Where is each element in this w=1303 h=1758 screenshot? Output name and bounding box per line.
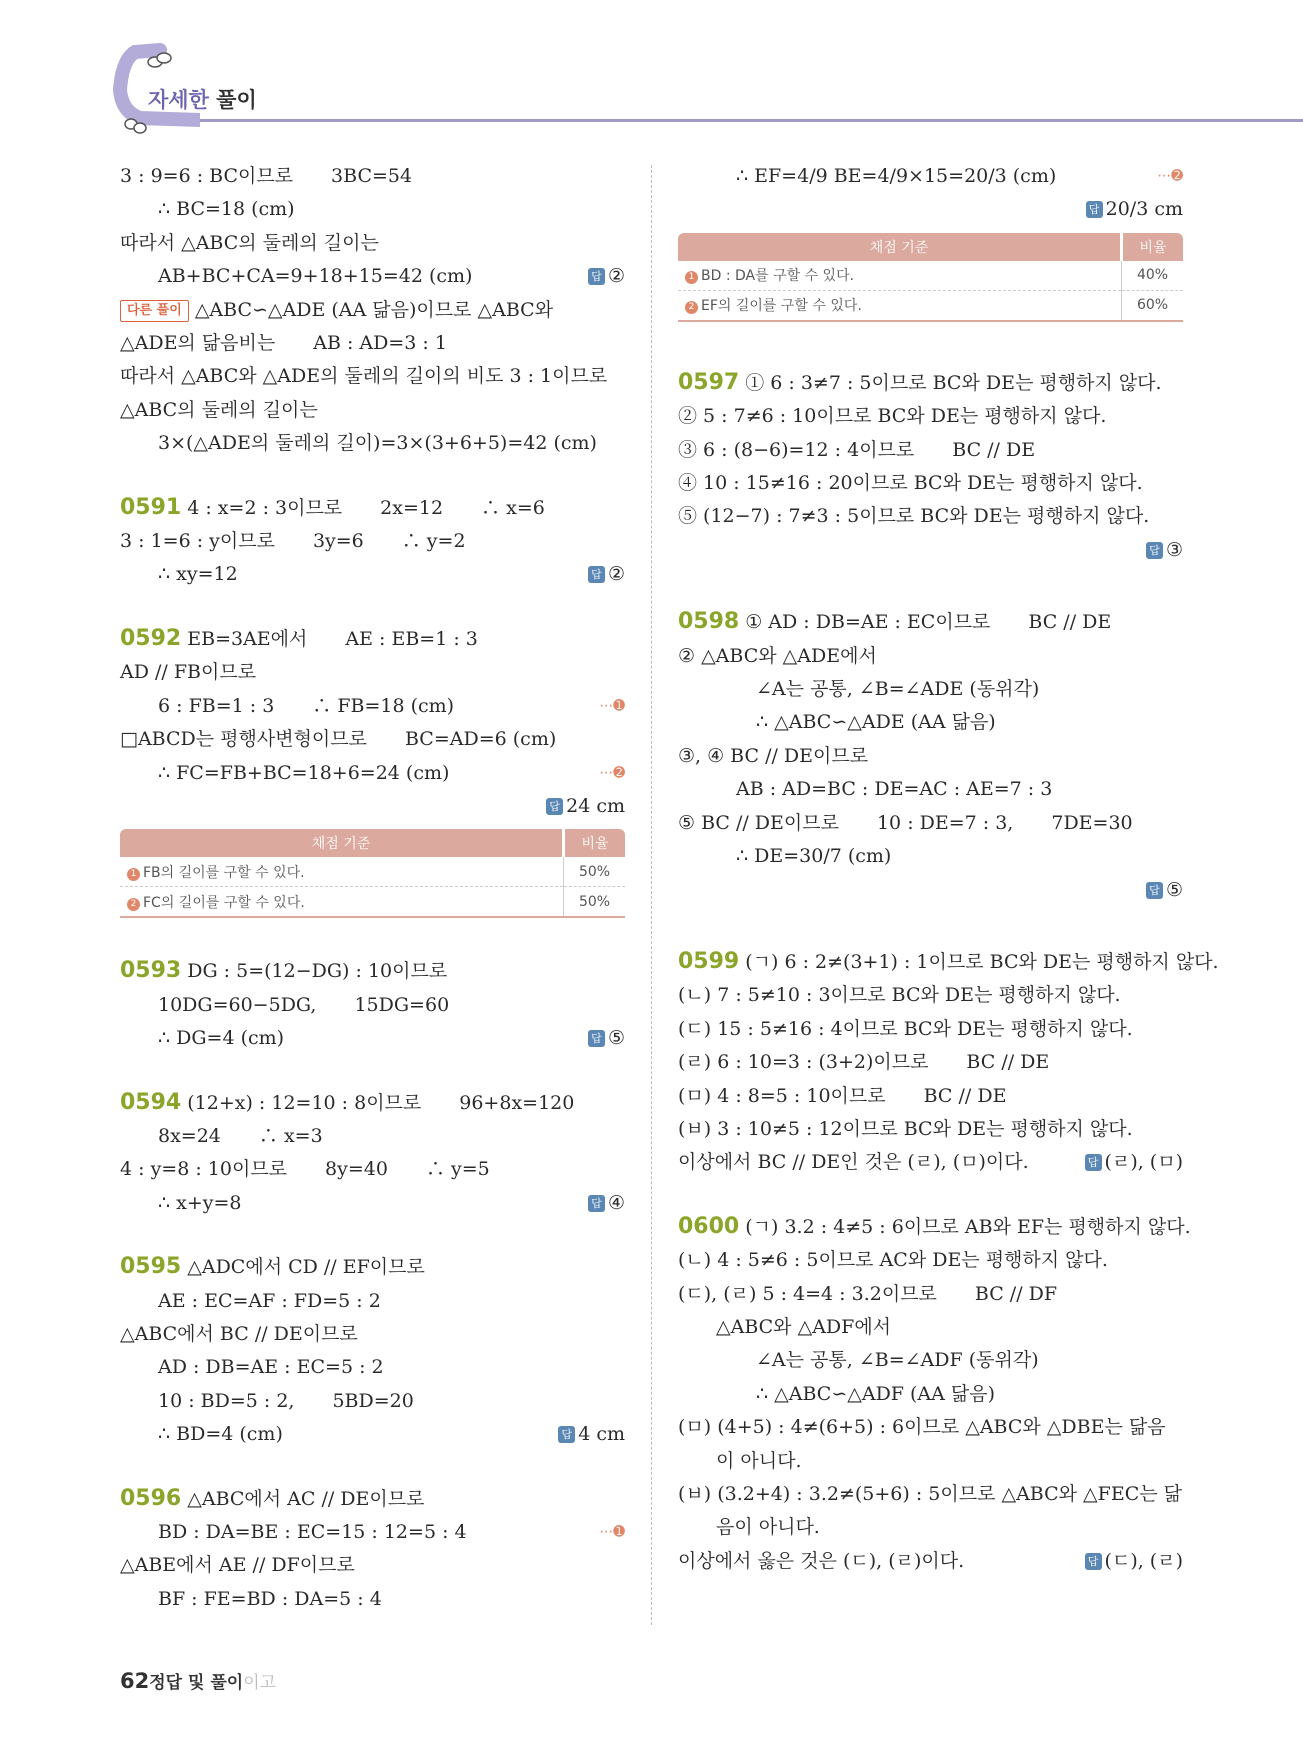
solution-text: (ㄷ) 15 : 5≠16 : 4이므로 BC와 DE는 평행하지 않다. — [678, 1017, 1133, 1040]
solution-line — [120, 690, 625, 723]
solution-text: 따라서 △ABC와 △ADE의 둘레의 길이의 비도 3 : 1이므로 — [120, 365, 608, 388]
solution-line — [120, 327, 625, 360]
answer-badge — [588, 265, 625, 287]
solution-text: ∴ DE=30/7 (cm) — [736, 845, 892, 868]
solution-line — [678, 874, 1183, 907]
answer-icon: 답 — [1085, 1553, 1102, 1570]
criterion-text: BD : DA를 구할 수 있다. — [701, 268, 855, 285]
solution-text: ① 6 : 3≠7 : 5이므로 BC와 DE는 평행하지 않다. — [745, 371, 1162, 394]
solution-text: (ㄱ) 3.2 : 4≠5 : 6이므로 AB와 EF는 평행하지 않다. — [745, 1215, 1191, 1238]
solution-text: (ㄴ) 7 : 5≠10 : 3이므로 BC와 DE는 평행하지 않다. — [678, 984, 1121, 1007]
solution-text: 6 : FB=1 : 3 ∴ FB=18 (cm) — [158, 694, 455, 717]
solution-text: ∴ xy=12 — [158, 563, 238, 586]
scoring-table — [678, 233, 1183, 322]
solution-line — [678, 160, 1183, 193]
solution-text: 3×(△ADE의 둘레의 길이)=3×(3+6+5)=42 (cm) — [158, 432, 597, 455]
scoring-ratio: 50% — [564, 887, 626, 918]
solution-text: △ABC의 둘레의 길이는 — [120, 398, 318, 421]
spacer — [120, 1452, 625, 1482]
problem-number: 0595 — [120, 1254, 182, 1280]
scoring-row — [678, 261, 1183, 291]
solution-text: 10 : BD=5 : 2, 5BD=20 — [158, 1389, 414, 1412]
answer-badge — [1086, 198, 1183, 220]
answer — [588, 260, 625, 293]
solution-line — [120, 260, 625, 293]
answer — [588, 1187, 625, 1220]
step-number-icon: 1 — [127, 868, 140, 881]
solution-line — [678, 1013, 1183, 1046]
spacer — [678, 1180, 1183, 1210]
section-title: 자세한 풀이 — [148, 88, 257, 112]
scoring-row — [120, 887, 625, 918]
solution-line — [678, 807, 1183, 840]
answer-icon: 답 — [588, 1195, 605, 1212]
solution-line — [120, 294, 625, 327]
scoring-criterion — [120, 887, 564, 918]
solution-text: (ㅂ) 3 : 10≠5 : 12이므로 BC와 DE는 평행하지 않다. — [678, 1117, 1133, 1140]
solution-text: ② △ABC와 △ADE에서 — [678, 644, 877, 667]
solution-text: ∴ BC=18 (cm) — [158, 198, 295, 221]
spacer — [120, 1056, 625, 1086]
solution-line — [120, 1022, 625, 1055]
solution-text: AE : EC=AF : FD=5 : 2 — [158, 1289, 381, 1312]
problem-0591 — [120, 491, 625, 525]
solution-text: (ㅁ) (4+5) : 4≠(6+5) : 6이므로 △ABC와 △DBE는 닮음 — [678, 1416, 1166, 1439]
solution-line — [678, 1344, 1183, 1377]
scoring-ratio: 50% — [564, 857, 626, 887]
solution-text: BF : FE=BD : DA=5 : 4 — [158, 1587, 382, 1610]
problem-number: 0600 — [678, 1213, 740, 1239]
scoring-criterion — [120, 857, 564, 887]
solution-text: 음이 아니다. — [716, 1516, 820, 1539]
answer-badge — [1085, 1151, 1183, 1173]
solution-line — [678, 193, 1183, 226]
solution-text: △ABC에서 AC // DE이므로 — [187, 1487, 425, 1510]
page-header — [0, 0, 1303, 140]
page-footer — [120, 1668, 276, 1693]
solution-line — [678, 500, 1183, 533]
solution-line — [120, 1187, 625, 1220]
solution-text: ⑤ BC // DE이므로 10 : DE=7 : 3, 7DE=30 — [678, 811, 1133, 834]
answer-badge — [558, 1423, 625, 1445]
solution-line — [678, 1478, 1183, 1511]
solution-text: 따라서 △ABC의 둘레의 길이는 — [120, 231, 379, 254]
solution-line — [678, 434, 1183, 467]
answer-value: ④ — [607, 1191, 625, 1214]
scoring-table — [120, 829, 625, 918]
solution-text: ∴ FC=FB+BC=18+6=24 (cm) — [158, 761, 450, 784]
scoring-ratio: 40% — [1122, 261, 1184, 291]
solution-text: 4 : y=8 : 10이므로 8y=40 ∴ y=5 — [120, 1158, 490, 1181]
solution-text: □ABCD는 평행사변형이므로 BC=AD=6 (cm) — [120, 728, 557, 751]
solution-text: (ㄴ) 4 : 5≠6 : 5이므로 AC와 DE는 평행하지 않다. — [678, 1249, 1108, 1272]
scoring-criterion — [678, 290, 1122, 321]
spacer — [678, 567, 1183, 605]
answer-value: ③ — [1165, 538, 1183, 561]
solution-line — [120, 427, 625, 460]
problem-number: 0597 — [678, 369, 740, 395]
column-divider — [651, 165, 652, 1625]
solution-text: 4 : x=2 : 3이므로 2x=12 ∴ x=6 — [187, 496, 545, 519]
solution-text: △ABC에서 BC // DE이므로 — [120, 1322, 358, 1345]
solution-line — [120, 757, 625, 790]
problem-0594 — [120, 1086, 625, 1120]
spacer — [678, 328, 1183, 366]
solution-text: (ㄷ), (ㄹ) 5 : 4=4 : 3.2이므로 BC // DF — [678, 1282, 1058, 1305]
problem-0596 — [120, 1482, 625, 1516]
problem-0600 — [678, 1210, 1191, 1244]
step-number-icon: 2 — [685, 301, 698, 314]
answer-icon: 답 — [546, 798, 563, 815]
solution-text: 이상에서 BC // DE인 것은 (ㄹ), (ㅁ)이다. — [678, 1151, 1029, 1174]
problem-0592 — [120, 622, 625, 656]
problem-0598 — [678, 605, 1183, 639]
answer-value: 24 cm — [566, 794, 625, 817]
solution-text: ∴ EF=4/9 BE=4/9×15=20/3 (cm) — [736, 165, 1057, 187]
answer-value: 20/3 cm — [1105, 198, 1183, 221]
answer — [588, 558, 625, 591]
solution-text: 10DG=60−5DG, 15DG=60 — [158, 993, 450, 1016]
solution-text: AB : AD=BC : DE=AC : AE=7 : 3 — [736, 778, 1053, 801]
solution-line — [678, 1311, 1183, 1344]
spacer — [120, 924, 625, 954]
solution-text: ① AD : DB=AE : EC이므로 BC // DE — [745, 611, 1112, 634]
footer-subtitle: 이고 — [243, 1673, 277, 1693]
step-marker: ⋯➋ — [599, 764, 625, 781]
step-marker: ⋯➋ — [1157, 168, 1183, 184]
criterion-text: EF의 길이를 구할 수 있다. — [701, 298, 862, 315]
solution-text: ⑤ (12−7) : 7≠3 : 5이므로 BC와 DE는 평행하지 않다. — [678, 505, 1150, 528]
solution-line — [678, 1278, 1183, 1311]
problem-0599 — [678, 945, 1219, 979]
solution-line — [120, 360, 625, 393]
scoring-ratio: 60% — [1122, 290, 1184, 321]
answer-badge — [1146, 539, 1183, 561]
solution-line — [120, 1549, 625, 1582]
solution-line — [678, 640, 1183, 673]
answer-icon: 답 — [1146, 542, 1163, 559]
solution-line — [678, 979, 1183, 1012]
solution-line — [120, 989, 625, 1022]
answer-icon: 답 — [558, 1426, 575, 1443]
solution-text: AD : DB=AE : EC=5 : 2 — [158, 1356, 384, 1379]
solution-text: DG : 5=(12−DG) : 10이므로 — [187, 960, 448, 983]
solution-text: ③, ④ BC // DE이므로 — [678, 744, 869, 767]
answer — [558, 1418, 625, 1451]
solution-text: BD : DA=BE : EC=15 : 12=5 : 4 — [158, 1521, 467, 1543]
solution-line — [120, 1351, 625, 1384]
answer-icon: 답 — [1146, 882, 1163, 899]
spacer — [678, 907, 1183, 945]
solution-line — [678, 400, 1183, 433]
problem-number: 0592 — [120, 625, 182, 651]
solution-text: ③ 6 : (8−6)=12 : 4이므로 BC // DE — [678, 438, 1036, 461]
solution-text: 8x=24 ∴ x=3 — [158, 1124, 323, 1147]
criterion-text: FC의 길이를 구할 수 있다. — [143, 894, 305, 911]
page-number: 62 — [120, 1669, 150, 1693]
solution-line — [120, 1516, 625, 1549]
problem-number: 0593 — [120, 958, 182, 984]
scoring-row — [678, 290, 1183, 321]
answer-icon: 답 — [1085, 1154, 1102, 1171]
solution-text: ∴ BD=4 (cm) — [158, 1423, 283, 1446]
solution-line — [120, 227, 625, 260]
solution-text: ∠A는 공통, ∠B=∠ADF (동위각) — [756, 1349, 1039, 1372]
scoring-header-cell: 비율 — [564, 829, 626, 857]
answer-badge — [546, 795, 625, 817]
solution-line — [120, 1418, 625, 1451]
solution-line — [120, 723, 625, 756]
spacer — [120, 1220, 625, 1250]
solution-line — [678, 467, 1183, 500]
solution-text: △ADC에서 CD // EF이므로 — [187, 1256, 425, 1279]
solution-text: EB=3AE에서 AE : EB=1 : 3 — [187, 627, 478, 650]
answer-value: (ㄷ), (ㄹ) — [1104, 1549, 1183, 1572]
answer-value: ② — [607, 265, 625, 288]
solution-line — [678, 1146, 1183, 1179]
solution-text: ∠A는 공통, ∠B=∠ADE (동위각) — [756, 678, 1040, 701]
scoring-header-cell: 채점 기준 — [678, 233, 1122, 261]
spacer — [120, 592, 625, 622]
solution-text: (12+x) : 12=10 : 8이므로 96+8x=120 — [187, 1091, 575, 1114]
step-marker: ⋯➊ — [599, 697, 625, 714]
solution-line — [678, 1378, 1183, 1411]
answer-icon: 답 — [588, 566, 605, 583]
header-bee-icon — [0, 0, 200, 140]
solution-line — [678, 773, 1183, 806]
problem-0593 — [120, 954, 625, 988]
scoring-header-cell: 비율 — [1122, 233, 1184, 261]
solution-text: △ABE에서 AE // DF이므로 — [120, 1554, 355, 1577]
solution-line — [120, 394, 625, 427]
solution-text: 이 아니다. — [716, 1449, 802, 1472]
answer — [588, 1022, 625, 1055]
header-rule — [200, 119, 1303, 122]
answer-badge — [1146, 879, 1183, 901]
criterion-text: FB의 길이를 구할 수 있다. — [143, 864, 305, 881]
problem-number: 0594 — [120, 1089, 182, 1115]
solution-line — [120, 656, 625, 689]
answer-badge — [588, 1027, 625, 1049]
solution-line — [678, 534, 1183, 567]
solution-line — [678, 740, 1183, 773]
solution-text: △ABC∽△ADE (AA 닮음)이므로 △ABC와 — [194, 298, 554, 321]
solution-text: △ADE의 닮음비는 AB : AD=3 : 1 — [120, 332, 447, 355]
solution-line — [678, 840, 1183, 873]
solution-line — [120, 790, 625, 823]
solution-text: 3 : 9=6 : BC이므로 3BC=54 — [120, 165, 413, 187]
problem-0595 — [120, 1250, 625, 1284]
answer-value: (ㄹ), (ㅁ) — [1104, 1151, 1183, 1174]
solution-line — [120, 1583, 625, 1616]
solution-line — [120, 1120, 625, 1153]
answer-value: 4 cm — [578, 1423, 625, 1446]
solution-line — [678, 673, 1183, 706]
step-number-icon: 2 — [127, 898, 140, 911]
answer-icon: 답 — [1086, 201, 1103, 218]
solution-line — [120, 193, 625, 226]
problem-number: 0591 — [120, 494, 182, 520]
answer-badge — [1085, 1550, 1183, 1572]
solution-text: ∴ DG=4 (cm) — [158, 1027, 285, 1050]
solution-line — [678, 1511, 1183, 1544]
answer-badge — [588, 1192, 625, 1214]
answer-badge — [588, 563, 625, 585]
solution-line — [678, 1411, 1183, 1444]
solution-line — [120, 525, 625, 558]
spacer — [120, 461, 625, 491]
left-column — [120, 160, 625, 1616]
solution-text: ∴ △ABC∽△ADF (AA 닮음) — [756, 1382, 996, 1405]
footer-title: 정답 및 풀이 — [149, 1673, 244, 1693]
solution-line — [120, 1385, 625, 1418]
solution-line — [678, 1046, 1183, 1079]
solution-line — [678, 1244, 1183, 1277]
step-marker: ⋯➊ — [599, 1524, 625, 1540]
problem-number: 0599 — [678, 948, 740, 974]
problem-number: 0598 — [678, 609, 740, 635]
answer — [1085, 1545, 1183, 1578]
solution-line — [678, 1113, 1183, 1146]
solution-text: ④ 10 : 15≠16 : 20이므로 BC와 DE는 평행하지 않다. — [678, 472, 1143, 495]
answer-value: ⑤ — [607, 1027, 625, 1050]
solution-text: AD // FB이므로 — [120, 661, 257, 684]
solution-line — [678, 1445, 1183, 1478]
solution-text: △ABC와 △ADF에서 — [716, 1315, 892, 1338]
step-number-icon: 1 — [685, 271, 698, 284]
solution-line — [678, 1080, 1183, 1113]
solution-text: ② 5 : 7≠6 : 10이므로 BC와 DE는 평행하지 않다. — [678, 405, 1107, 428]
problem-0597 — [678, 366, 1183, 400]
solution-text: (ㅂ) (3.2+4) : 3.2≠(5+6) : 5이므로 △ABC와 △FEC는 닮 — [678, 1483, 1183, 1505]
solution-text: AB+BC+CA=9+18+15=42 (cm) — [158, 265, 473, 288]
solution-text: ∴ x+y=8 — [158, 1191, 242, 1214]
solution-line — [678, 706, 1183, 739]
solution-text: 3 : 1=6 : y이므로 3y=6 ∴ y=2 — [120, 530, 466, 553]
answer-icon: 답 — [588, 1030, 605, 1047]
solution-line — [120, 1153, 625, 1186]
answer-icon: 답 — [588, 268, 605, 285]
problem-number: 0596 — [120, 1485, 182, 1511]
scoring-row — [120, 857, 625, 887]
solution-line — [120, 1285, 625, 1318]
solution-text: 이상에서 옳은 것은 (ㄷ), (ㄹ)이다. — [678, 1549, 965, 1572]
solution-line — [120, 558, 625, 591]
right-column — [678, 160, 1219, 1578]
scoring-header-cell: 채점 기준 — [120, 829, 564, 857]
answer-value: ② — [607, 563, 625, 586]
solution-line — [678, 1545, 1183, 1578]
solution-text: ∴ △ABC∽△ADE (AA 닮음) — [756, 711, 996, 734]
answer — [1085, 1146, 1183, 1179]
alt-solution-badge: 다른 풀이 — [120, 300, 189, 322]
solution-line — [120, 1318, 625, 1351]
solution-line — [120, 160, 625, 193]
scoring-criterion — [678, 261, 1122, 291]
solution-text: (ㄹ) 6 : 10=3 : (3+2)이므로 BC // DE — [678, 1051, 1050, 1074]
solution-text: (ㄱ) 6 : 2≠(3+1) : 1이므로 BC와 DE는 평행하지 않다. — [745, 950, 1219, 973]
answer-value: ⑤ — [1165, 878, 1183, 901]
solution-text: (ㅁ) 4 : 8=5 : 10이므로 BC // DE — [678, 1084, 1007, 1107]
